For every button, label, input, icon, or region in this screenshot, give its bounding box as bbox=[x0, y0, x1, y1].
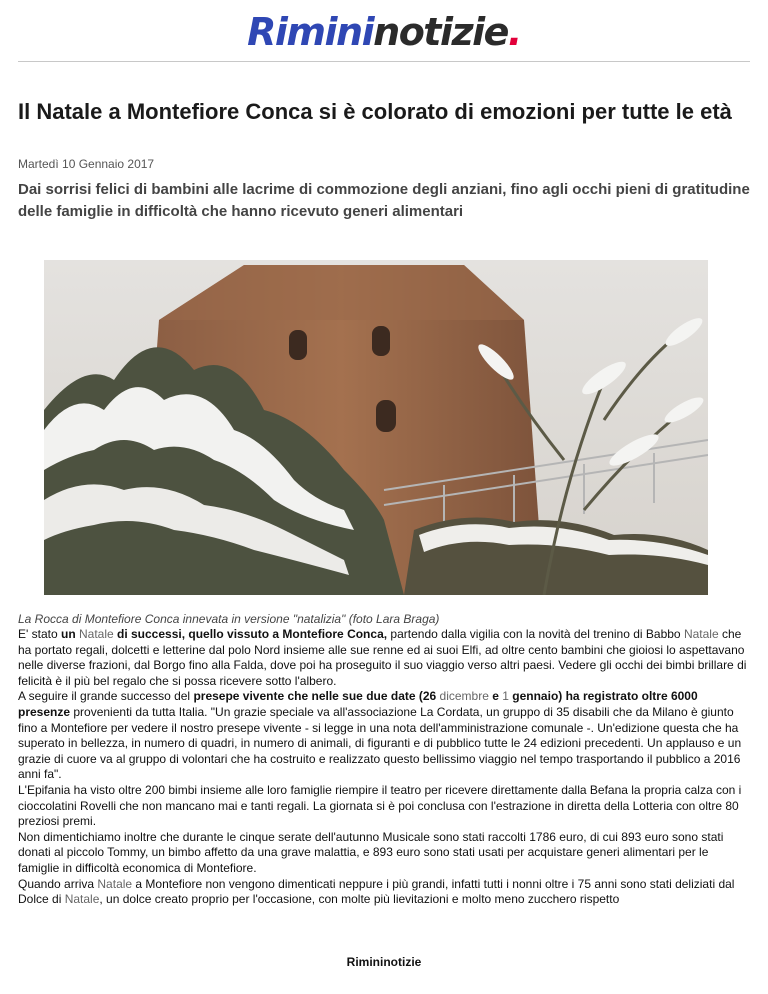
article-paragraph bbox=[18, 627, 752, 689]
keyword-link[interactable]: 1 bbox=[502, 689, 509, 704]
bold-text: presepe vivente che nelle sue due date (26 bbox=[193, 689, 440, 704]
body-text: L'Epifania ha visto oltre 200 bimbi insieme alle loro famiglie riempire il teatro per ricevere direttamente dalla Befana la propria calza con i cioccolatini Rovelli che non mancano mai e tanti regali. La giornata si è poi conclusa con l'estrazione in diretta della Lotteria con oltre 80 preziosi premi. bbox=[18, 782, 742, 829]
bold-text: gennaio) ha registrato oltre 6000 presenze bbox=[18, 689, 698, 719]
article-title: Il Natale a Montefiore Conca si è colorato di emozioni per tutte le età bbox=[18, 99, 732, 124]
article-date: Martedì 10 Gennaio 2017 bbox=[18, 157, 155, 171]
body-text: Quando arriva bbox=[18, 876, 98, 891]
logo-rimini: Rimini bbox=[247, 10, 374, 54]
article-body bbox=[18, 627, 752, 908]
article-paragraph bbox=[18, 783, 752, 830]
article-paragraph bbox=[18, 877, 752, 908]
article-paragraph bbox=[18, 689, 752, 783]
bold-text: un bbox=[60, 627, 79, 641]
body-text: Non dimentichiamo inoltre che durante le cinque serate dell'autunno Musicale sono stati raccolti 1786 euro, di cui 893 euro sono stati donati al piccolo Tommy, un bimbo affetto da una grave malattia, e 893 euro sono stati usati per acquistare generi alimentari per le famiglie in difficoltà economica di Montefiore. bbox=[18, 829, 724, 875]
logo-dot: . bbox=[507, 10, 521, 54]
body-text: a Montefiore non vengono dimenticati neppure i più grandi, infatti tutti i nonni oltre i 75 anni sono stati deliziati dal Dolce di bbox=[18, 876, 735, 907]
site-logo[interactable] bbox=[0, 10, 768, 54]
article-paragraph bbox=[18, 830, 752, 877]
article-subtitle: Dai sorrisi felici di bambini alle lacrime di commozione degli anziani, fino agli occhi pieni di gratitudine delle famiglie in difficoltà che hanno ricevuto generi alimentari bbox=[18, 181, 750, 220]
logo-notizie: notizie bbox=[373, 10, 508, 54]
keyword-link[interactable]: Natale bbox=[683, 627, 719, 641]
keyword-link[interactable]: Natale bbox=[64, 892, 100, 907]
masthead bbox=[0, 0, 768, 62]
keyword-link[interactable]: Natale bbox=[78, 627, 114, 641]
body-text: che ha portato regali, dolcetti e letterine dal polo Nord insieme alle sue renne ed ai suoi Elfi, ad oltre cento bambini che gioiosi lo aspettavano nelle diverse frazioni, dal Borgo fino alla Falda, dove poi ha proseguito il suo viaggio verso altri paesi. Vedere gli occhi dei bimbi brillare di felicità è il più bel regalo che si possa ricevere sotto l'albero. bbox=[18, 627, 747, 688]
body-text: partendo dalla vigilia con la novità del trenino di Babbo bbox=[387, 627, 684, 641]
footer-site-name: Rimininotizie bbox=[346, 955, 422, 969]
bold-text: e bbox=[488, 689, 503, 704]
article-photo bbox=[44, 260, 708, 595]
body-text: , un dolce creato proprio per l'occasione, con molte più lievitazioni e molto meno zucchero rispetto bbox=[99, 892, 620, 907]
image-caption: La Rocca di Montefiore Conca innevata in versione "natalizia" (foto Lara Braga) bbox=[18, 612, 440, 626]
bold-text: di successi, quello vissuto a Montefiore Conca, bbox=[113, 627, 388, 641]
body-text: A seguire il grande successo del bbox=[18, 689, 194, 704]
keyword-link[interactable]: Natale bbox=[97, 876, 133, 891]
keyword-link[interactable]: dicembre bbox=[439, 689, 489, 704]
body-text: provenienti da tutta Italia. "Un grazie speciale va all'associazione La Cordata, un gruppo di 35 disabili che da Milano è giunto fino a Montefiore per vedere il nostro presepe vivente - si legge in una nota dell'amministrazione comunale -. Un'edizione questa che ha superato in bellezza, in numero di quadri, in numero di animali, di figuranti e di pubblico tutte le 24 edizioni precedenti. Un applauso e un grazie di cuore va al gruppo di volontari che ha costruito e realizzato questo bellissimo viaggio nel tempo trasportando il pubblico a 2016 anni fa". bbox=[18, 704, 742, 782]
header-divider bbox=[18, 61, 750, 62]
snowy-castle-photo bbox=[44, 260, 708, 595]
body-text: E' stato bbox=[18, 627, 61, 641]
